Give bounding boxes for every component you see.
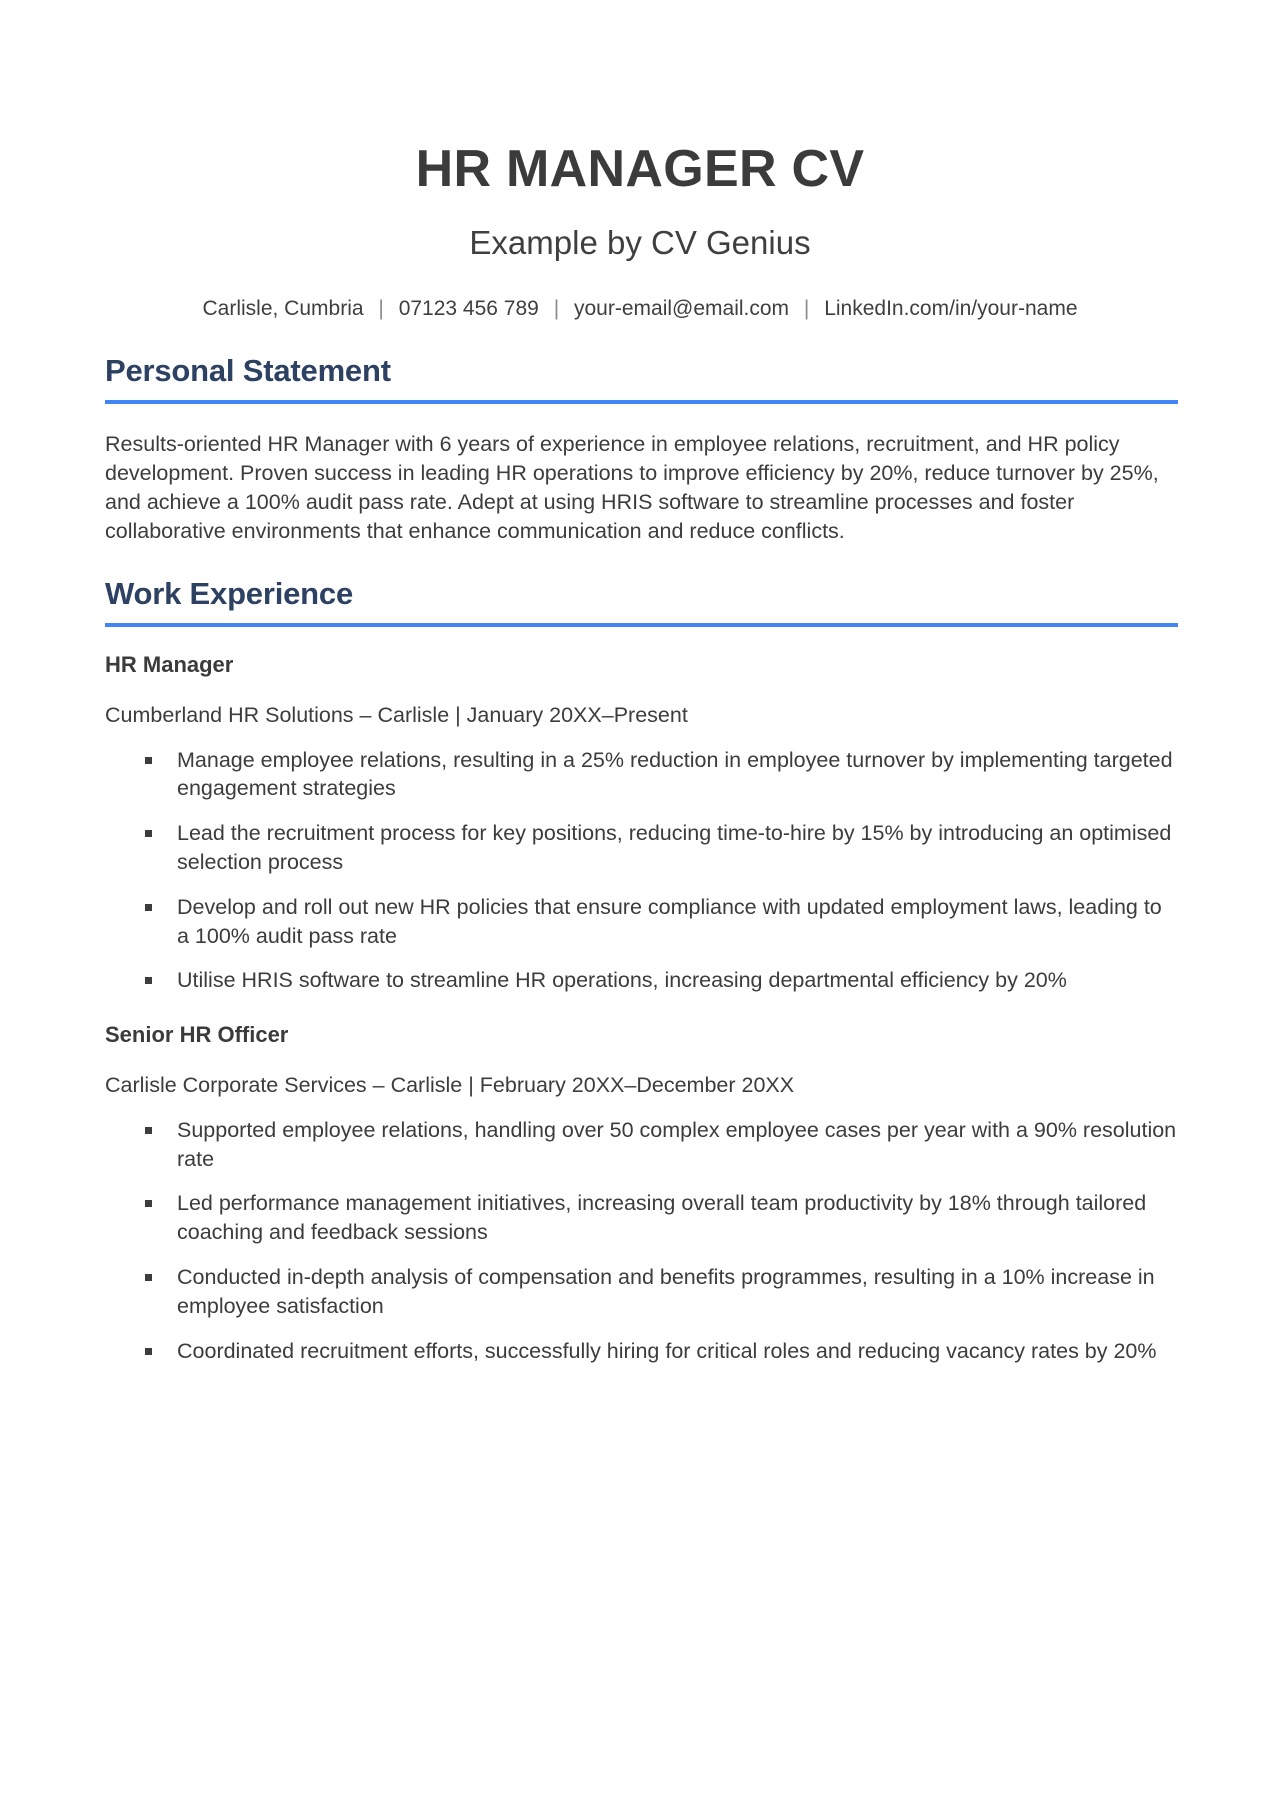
bullet-text: Led performance management initiatives, increasing overall team productivity by 18% through tailored coaching and feedback sessions [177,1191,1147,1245]
job-title: Senior HR Officer [105,1022,289,1048]
job-company-dates: Cumberland HR Solutions – Carlisle | January 20XX–Present [105,702,688,727]
list-item [145,893,1178,951]
list-item [145,1189,1178,1247]
contact-email[interactable]: your-email@email.com [574,297,790,321]
bullet-text: Coordinated recruitment efforts, successfully hiring for critical roles and reducing vacancy rates by 20% [177,1338,1157,1363]
square-bullet-icon [145,904,152,911]
list-item [145,1337,1178,1366]
work-experience-entries [105,651,1178,1365]
bullet-text: Utilise HRIS software to streamline HR operations, increasing departmental efficiency by 20% [177,968,1067,993]
list-item [145,746,1178,804]
list-item [145,1116,1178,1174]
job-bullet-list [105,746,1178,996]
contact-separator: | [803,297,810,321]
square-bullet-icon [145,830,152,837]
contact-linkedin[interactable]: LinkedIn.com/in/your-name [824,297,1078,321]
job-company-dates: Carlisle Corporate Services – Carlisle | February 20XX–December 20XX [105,1072,795,1097]
section-personal-statement [98,352,1182,545]
experience-entry [105,651,1178,995]
bullet-text: Conducted in-depth analysis of compensation and benefits programmes, resulting in a 10% increase in employee satisfaction [177,1264,1155,1318]
square-bullet-icon [145,977,152,984]
section-divider [105,623,1178,627]
section-heading-work-experience: Work Experience [105,576,353,612]
bullet-text: Lead the recruitment process for key positions, reducing time-to-hire by 15% by introducing an optimised selection process [177,821,1172,875]
square-bullet-icon [145,1127,152,1134]
list-item [145,1263,1178,1321]
job-bullet-list [105,1116,1178,1366]
contact-separator: | [553,297,560,321]
square-bullet-icon [145,1200,152,1207]
bullet-text: Supported employee relations, handling over 50 complex employee cases per year with a 90% resolution rate [177,1117,1177,1171]
cv-header [98,0,1182,322]
list-item [145,819,1178,877]
bullet-text: Develop and roll out new HR policies that ensure compliance with updated employment laws, leading to a 100% audit pass rate [177,894,1162,948]
cv-sheet [90,0,1190,1365]
contact-separator: | [378,297,384,321]
cv-subtitle: Example by CV Genius [469,224,811,262]
section-divider [105,400,1178,404]
list-item [145,966,1178,995]
square-bullet-icon [145,1348,152,1355]
experience-entry [105,1021,1178,1365]
bullet-text: Manage employee relations, resulting in a 25% reduction in employee turnover by implementing targeted engagement strategies [177,747,1173,801]
contact-line [98,295,1182,322]
square-bullet-icon [145,757,152,764]
job-title: HR Manager [105,652,234,678]
contact-phone[interactable]: 07123 456 789 [398,297,539,321]
personal-statement-body [105,430,1178,545]
square-bullet-icon [145,1274,152,1281]
contact-location: Carlisle, Cumbria [202,297,364,321]
page-title: HR MANAGER CV [415,140,865,198]
section-heading-personal-statement: Personal Statement [105,353,391,389]
personal-statement-text: Results-oriented HR Manager with 6 years of experience in employee relations, recruitment, and HR policy development. Proven success in leading HR operations to improve efficiency by 20%, reduce turnover by 25%, and achieve a 100% audit pass rate. Adept at using HRIS software to streamline processes and foster collaborative environments that enhance communication and reduce conflicts. [105,432,1159,543]
section-work-experience [98,575,1182,1365]
